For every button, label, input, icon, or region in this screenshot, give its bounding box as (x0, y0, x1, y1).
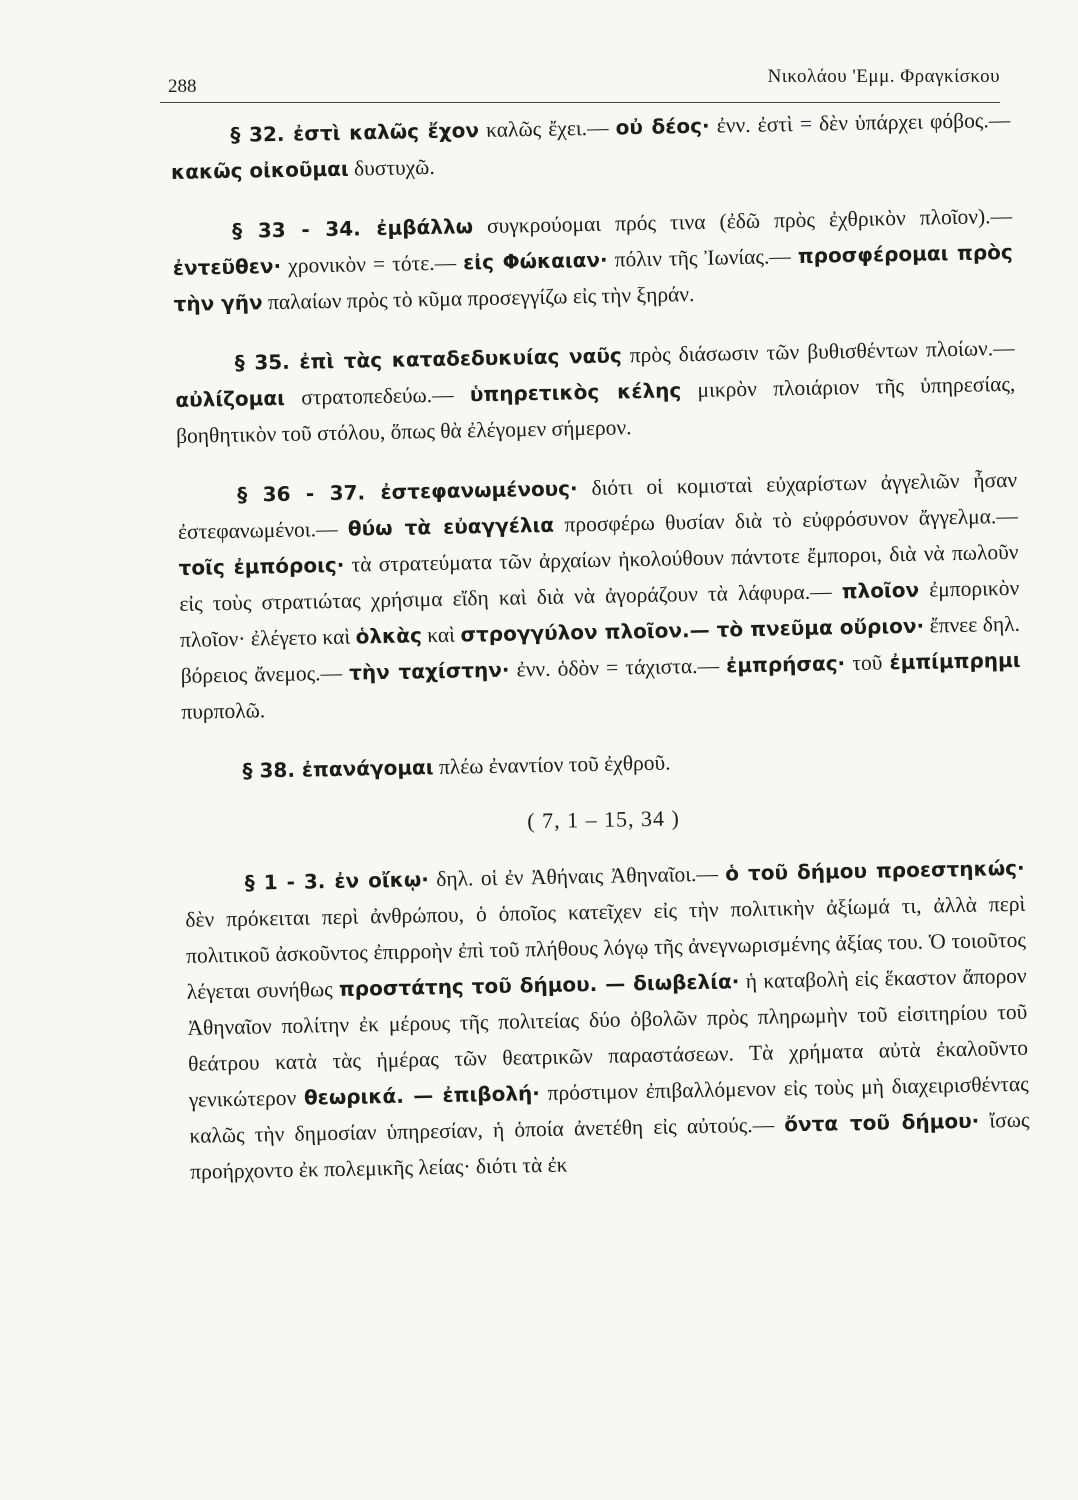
lemma-term: ἐμβάλλω (360, 214, 474, 241)
lemma-term: ἐμπίμπρημι (889, 647, 1021, 675)
gloss-text: ἐνν. ἐστὶ = δὲν ὑπάρχει φόβος.— (709, 107, 1011, 138)
lemma-term: ὄντα τοῦ δήμου· (784, 1108, 980, 1137)
section-1-3 (184, 850, 1030, 1190)
lemma-term: ἐστεφανωμένους· (364, 476, 578, 505)
gloss-text: τοῦ (844, 650, 890, 676)
gloss-text: διότι οἱ κομισταὶ εὐχαρίστων ἀγγελιῶν ἦσαν ἐστεφανωμένοι.— (177, 467, 1018, 544)
gloss-text: ἴσως προήρχοντο ἐκ πολεμικῆς λείας· διότι τὰ ἐκ (190, 1107, 1030, 1184)
section-number: § 38. (242, 757, 296, 783)
section-number: § 33 - 34. (231, 216, 361, 243)
lemma-term: τὴν ταχίστην· (348, 657, 510, 685)
gloss-text: δὲν πρόκειται περὶ ἀνθρώπου, ὁ ὁποῖος κατεῖχεν εἰς τὴν πολιτικὴν ἀξίωμά τι, ἀλλὰ περὶ πολιτικοῦ ἀσκοῦντος ἐπιρροὴν ἐπὶ τοῦ πλήθους λόγῳ τῆς ἀνεγνωρισμένης ἀξίας του. Ὁ τοιοῦτος λέγεται συνήθως (185, 891, 1027, 1004)
lemma-term: προσφέρομαι πρὸς τὴν γῆν (173, 239, 1013, 316)
gloss-text: πόλιν τῆς Ἰωνίας.— (607, 243, 799, 272)
section-35 (174, 330, 1016, 454)
lemma-term: πλοῖον (841, 577, 920, 604)
lemma-term: ἐπανάγομαι (294, 755, 434, 782)
gloss-text: τὰ στρατεύματα τῶν ἀρχαίων ἠκολούθουν πάντοτε ἔμποροι, διὰ νὰ πωλοῦν εἰς τοὺς στρατιώτας χρήσιμα εἴδη καὶ διὰ νὰ ἀγοράζουν τὰ λάφυρα.— (179, 539, 1019, 616)
lemma-term: κακῶς οἰκοῦμαι (170, 156, 349, 184)
running-head: Νικολάου 'Εμμ. Φραγκίσκου (767, 66, 1000, 87)
gloss-text: προσφέρω θυσίαν διὰ τὸ εὐφρόσυνον ἄγγελμα.— (553, 503, 1019, 537)
lemma-term: ὁ τοῦ δήμου προεστηκώς· (725, 855, 1025, 886)
gloss-text: συγκρούομαι πρός τινα (ἐδῶ πρὸς ἐχθρικὸν πλοῖον).— (472, 203, 1013, 239)
gloss-text: καλῶς ἔχει.— (478, 115, 616, 143)
lemma-term: ἐντεῦθεν· (172, 253, 282, 280)
gloss-text: ἐνν. ὁδὸν = τάχιστα.— (509, 653, 727, 682)
gloss-text: στρατοπεδεύω.— (284, 382, 471, 410)
gloss-text: ἡ καταβολὴ εἰς ἕκαστον ἄπορον Ἀθηναῖον πολίτην ἐκ μέρους τῆς πολιτείας δύο ὀβολῶν πρὸς πληρωμὴν τοῦ εἰσιτηρίου τοῦ θεάτρου κατὰ τὰς ἡμέρας τῶν θεατρικῶν παραστάσεων. Τὰ χρήματα αὐτὰ ἐκαλοῦντο γενικώτερον (187, 963, 1029, 1112)
page-body (170, 102, 1031, 1214)
gloss-text: χρονικὸν = τότε.— (280, 250, 464, 278)
gloss-text: πρόστιμον ἐπιβαλλόμενον εἰς τοὺς μὴ διαχειρισθέντας καλῶς τὴν δημοσίαν ὑπηρεσίαν, ἡ ὁποία ἀνετέθη εἰς αὐτούς.— (189, 1071, 1029, 1148)
section-number: § 32. (230, 121, 285, 147)
lemma-term: οὐ δέος· (615, 113, 710, 140)
lemma-term: ἐμπρήσας· (725, 651, 846, 678)
lemma-term: ἐν οἴκῳ· (325, 867, 430, 894)
lemma-term: αὐλίζομαι (175, 385, 286, 412)
gloss-text: πλέω ἐναντίον τοῦ ἐχθροῦ. (433, 750, 671, 780)
gloss-text: δυστυχῶ. (348, 154, 435, 181)
lemma-term: ὁλκὰς (355, 623, 423, 649)
lemma-term: ὑπηρετικὸς κέλης (469, 378, 682, 407)
section-33-34 (172, 198, 1014, 322)
page-number: 288 (168, 76, 197, 97)
lemma-term: θύω τὰ εὐαγγέλια (347, 512, 555, 541)
section-36-37 (177, 462, 1022, 730)
lemma-term: ἐπὶ τὰς καταδεδυκυίας ναῦς (289, 343, 622, 374)
gloss-text: καὶ (421, 622, 461, 648)
gloss-text: ἔπνεε δηλ. βόρειος ἄνεμος.— (180, 611, 1021, 688)
chapter-reference-heading: ( 7, 1 – 15, 34 ) (526, 805, 681, 834)
section-38 (182, 738, 1023, 790)
gloss-text: ἐμπορικὸν πλοῖον· ἐλέγετο καὶ (179, 575, 1020, 652)
lemma-term: στρογγύλον πλοῖον.— τὸ πνεῦμα οὔριον· (460, 613, 925, 647)
lemma-term: τοῖς ἐμπόροις· (178, 552, 345, 580)
gloss-text: μικρὸν πλοιάριον τῆς ὑπηρεσίας, βοηθητικὸν τοῦ στόλου, ὅπως θὰ ἐλέγομεν σήμερον. (175, 371, 1016, 448)
lemma-term: θεωρικά. — ἐπιβολή· (303, 1081, 541, 1110)
lemma-term: ἐστὶ καλῶς ἔχον (284, 118, 480, 146)
lemma-term: προστάτης τοῦ δήμου. — διωβελία· (338, 969, 740, 1001)
gloss-text: πρὸς διάσωσιν τῶν βυθισθέντων πλοίων.— (621, 335, 1015, 368)
page-header (160, 62, 1000, 103)
gloss-text: πυρπολῶ. (181, 698, 266, 724)
gloss-text: παλαίων πρὸς τὸ κῦμα προσεγγίζω εἰς τὴν ξηράν. (262, 281, 695, 315)
section-32 (170, 102, 1011, 190)
lemma-term: εἰς Φώκαιαν· (462, 247, 608, 275)
gloss-text: δηλ. οἱ ἐν Ἀθήναις Ἀθηναῖοι.— (428, 861, 726, 892)
section-number: § 36 - 37. (237, 480, 366, 507)
section-number: § 35. (234, 349, 290, 375)
section-number: § 1 - 3. (244, 869, 326, 895)
